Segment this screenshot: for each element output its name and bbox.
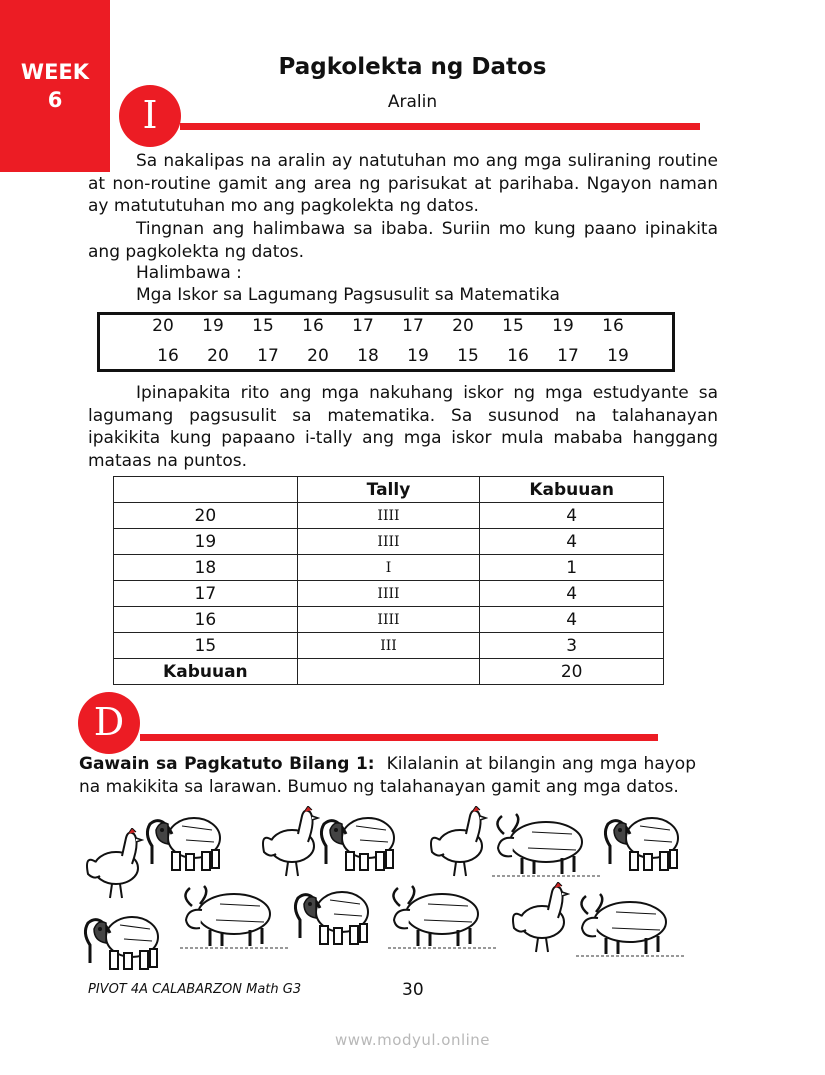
table-row — [114, 581, 664, 607]
table-row — [114, 633, 664, 659]
section-d-divider — [140, 734, 658, 741]
chicken-illustration — [426, 806, 488, 878]
score-cell: 19 — [607, 346, 629, 366]
scores-row-1 — [138, 316, 638, 336]
header-score — [114, 477, 298, 503]
week-number: 6 — [47, 88, 63, 112]
total-value: 1 — [480, 555, 664, 581]
footer-total: 20 — [480, 659, 664, 685]
chicken-illustration — [82, 828, 144, 900]
page-title: Pagkolekta ng Datos — [278, 54, 547, 80]
section-i-badge: I — [119, 85, 181, 147]
page-subtitle: Aralin — [387, 92, 438, 112]
score-cell: 17 — [557, 346, 579, 366]
tally-marks: I — [297, 555, 480, 581]
explanation-paragraph: Ipinapakita rito ang mga nakuhang iskor ng mga estudyante sa lagumang pagsusulit sa matematika. Sa susunod na talahanayan ipakikita kung papaano i-tally ang mga iskor mula mababa hanggang mataas na puntos. — [88, 383, 718, 471]
score-value: 20 — [114, 503, 298, 529]
page-number: 30 — [402, 980, 424, 1000]
score-cell: 19 — [552, 316, 574, 336]
header-total: Kabuuan — [480, 477, 664, 503]
elephant-illustration — [600, 806, 690, 876]
score-cell: 20 — [452, 316, 474, 336]
week-tab — [0, 0, 110, 172]
tally-marks: IIII — [297, 607, 480, 633]
table-row — [114, 529, 664, 555]
table-row — [114, 555, 664, 581]
buffalo-illustration — [576, 888, 688, 960]
score-cell: 19 — [407, 346, 429, 366]
score-cell: 17 — [402, 316, 424, 336]
example-label: Halimbawa : — [136, 263, 242, 283]
activity-text: Kilalanin at bilangin ang mga hayop na makikita sa larawan. Bumuo ng talahanayan gamit ang mga datos. — [79, 754, 697, 797]
score-cell: 15 — [252, 316, 274, 336]
score-value: 19 — [114, 529, 298, 555]
chicken-illustration — [508, 882, 570, 954]
elephant-illustration — [290, 880, 380, 950]
total-value: 4 — [480, 529, 664, 555]
week-label: WEEK — [20, 60, 90, 84]
tally-table — [113, 476, 664, 685]
score-cell: 16 — [602, 316, 624, 336]
chicken-illustration — [258, 806, 320, 878]
scores-row-2 — [143, 346, 643, 366]
score-value: 16 — [114, 607, 298, 633]
score-value: 17 — [114, 581, 298, 607]
score-value: 15 — [114, 633, 298, 659]
intro-paragraph-1: Sa nakalipas na aralin ay natutuhan mo ang mga suliraning routine at non-routine gamit ang area ng parisukat at parihaba. Ngayon naman ay matututuhan mo ang pagkolekta ng datos. — [88, 151, 718, 216]
total-value: 4 — [480, 581, 664, 607]
score-cell: 16 — [157, 346, 179, 366]
score-cell: 19 — [202, 316, 224, 336]
buffalo-illustration — [492, 808, 604, 880]
score-cell: 16 — [507, 346, 529, 366]
score-cell: 20 — [207, 346, 229, 366]
score-value: 18 — [114, 555, 298, 581]
footer-empty — [297, 659, 480, 685]
total-value: 4 — [480, 503, 664, 529]
elephant-illustration — [80, 905, 170, 975]
buffalo-illustration — [388, 880, 500, 952]
score-cell: 18 — [357, 346, 379, 366]
table-row — [114, 503, 664, 529]
score-cell: 20 — [307, 346, 329, 366]
elephant-illustration — [142, 806, 232, 876]
tally-marks: III — [297, 633, 480, 659]
score-cell: 16 — [302, 316, 324, 336]
header-tally: Tally — [297, 477, 480, 503]
total-value: 4 — [480, 607, 664, 633]
section-i-divider — [180, 123, 700, 130]
table-row — [114, 607, 664, 633]
example-title: Mga Iskor sa Lagumang Pagsusulit sa Matematika — [136, 285, 560, 305]
total-value: 3 — [480, 633, 664, 659]
footer-text: PIVOT 4A CALABARZON Math G3 — [88, 982, 302, 997]
elephant-illustration — [316, 806, 406, 876]
tally-marks: IIII — [297, 503, 480, 529]
score-cell: 20 — [152, 316, 174, 336]
buffalo-illustration — [180, 880, 292, 952]
footer-label: Kabuuan — [114, 659, 298, 685]
activity-label: Gawain sa Pagkatuto Bilang 1: — [79, 754, 375, 774]
tally-marks: IIII — [297, 529, 480, 555]
score-cell: 17 — [352, 316, 374, 336]
site-watermark: www.modyul.online — [334, 1031, 491, 1049]
intro-paragraph-2: Tingnan ang halimbawa sa ibaba. Suriin mo kung paano ipinakita ang pagkolekta ng datos. — [88, 219, 718, 262]
table-footer-row — [114, 659, 664, 685]
tally-marks: IIII — [297, 581, 480, 607]
score-cell: 17 — [257, 346, 279, 366]
activity-instructions — [79, 753, 696, 798]
section-d-badge: D — [78, 692, 140, 754]
score-cell: 15 — [457, 346, 479, 366]
table-header-row — [114, 477, 664, 503]
score-cell: 15 — [502, 316, 524, 336]
